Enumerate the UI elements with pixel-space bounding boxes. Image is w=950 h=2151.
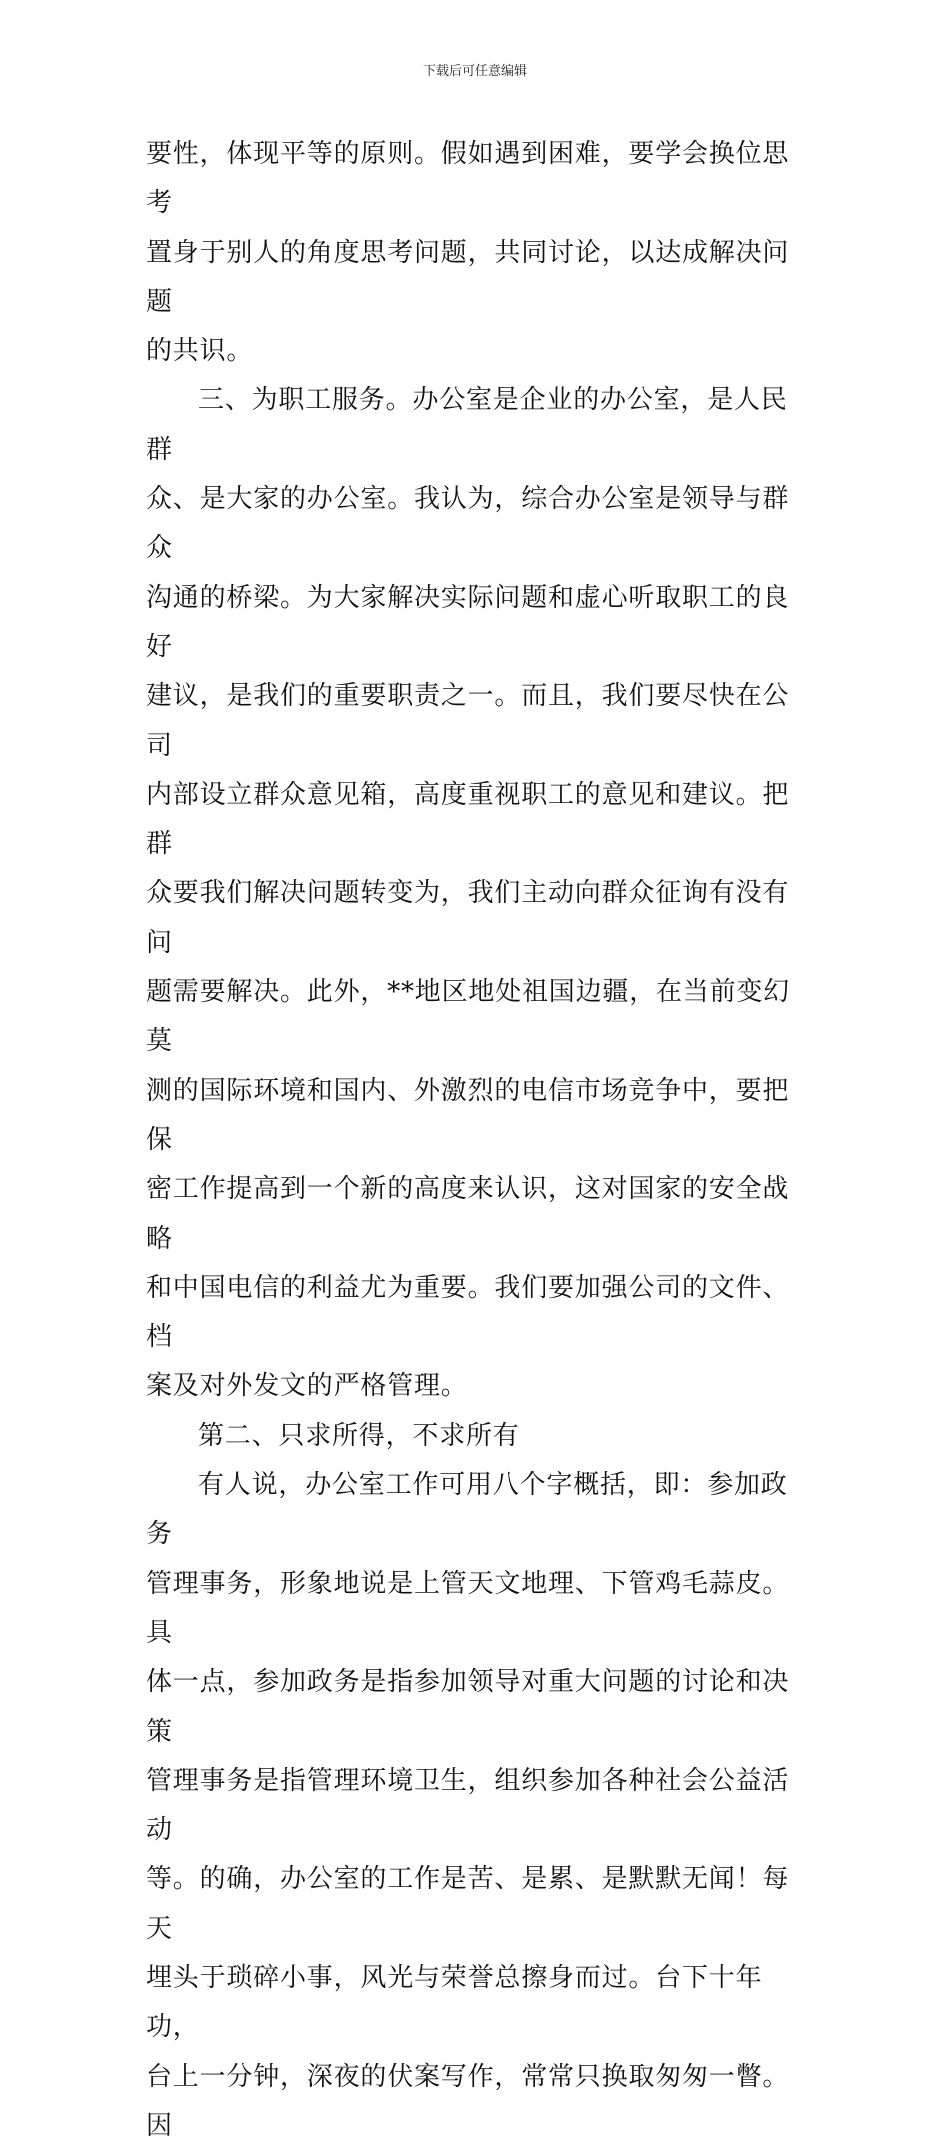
text-line: 第二、只求所得，不求所有 bbox=[198, 1420, 520, 1451]
text-line: 管理事务是指管理环境卫生，组织参加各种社会公益活动 bbox=[146, 1765, 790, 1846]
text-line: 管理事务，形象地说是上管天文地理、下管鸡毛蒜皮。具 bbox=[146, 1568, 790, 1648]
page-header: 下载后可任意编辑 bbox=[422, 64, 527, 79]
text-line: 建议，是我们的重要职责之一。而且，我们要尽快在公司 bbox=[146, 681, 790, 761]
text-line: 要性，体现平等的原则。假如遇到困难，要学会换位思考 bbox=[146, 139, 790, 219]
document-body bbox=[146, 130, 806, 2151]
text-line: 台上一分钟，深夜的伏案写作，常常只换取匆匆一瞥。因 bbox=[146, 2061, 790, 2141]
text-line: 沟通的桥梁。为大家解决实际问题和虚心听取职工的良好 bbox=[146, 582, 790, 662]
text-line: 和中国电信的利益尤为重要。我们要加强公司的文件、档 bbox=[146, 1272, 790, 1353]
paragraph-serve-staff bbox=[146, 376, 806, 1411]
text-line: 等。的确，办公室的工作是苦、是累、是默默无闻！每天 bbox=[146, 1864, 790, 1944]
text-line: 体一点，参加政务是指参加领导对重大问题的讨论和决策 bbox=[146, 1667, 790, 1747]
text-line: 置身于别人的角度思考问题，共同讨论，以达成解决问题 bbox=[146, 237, 790, 317]
text-line: 题需要解决。此外，**地区地处祖国边疆，在当前变幻莫 bbox=[146, 977, 791, 1057]
text-line: 众要我们解决问题转变为，我们主动向群众征询有没有问 bbox=[146, 878, 790, 958]
text-line: 密工作提高到一个新的高度来认识，这对国家的安全战略 bbox=[146, 1174, 790, 1254]
text-line: 三、为职工服务。办公室是企业的办公室，是人民群 bbox=[146, 385, 788, 465]
text-line: 测的国际环境和国内、外激烈的电信市场竞争中，要把保 bbox=[146, 1075, 790, 1155]
text-line: 内部设立群众意见箱，高度重视职工的意见和建议。把群 bbox=[146, 779, 790, 860]
text-line: 案及对外发文的严格管理。 bbox=[146, 1371, 468, 1402]
text-line: 众、是大家的办公室。我认为，综合办公室是领导与群众 bbox=[146, 484, 790, 564]
section-heading bbox=[146, 1412, 806, 1461]
text-line: 的共识。 bbox=[146, 336, 254, 367]
text-line: 有人说，办公室工作可用八个字概括，即：参加政务 bbox=[146, 1470, 788, 1550]
paragraph-continuation bbox=[146, 130, 806, 376]
paragraph-office-work bbox=[146, 1461, 806, 2151]
text-line: 埋头于琐碎小事，风光与荣誉总擦身而过。台下十年功， bbox=[146, 1962, 763, 2043]
